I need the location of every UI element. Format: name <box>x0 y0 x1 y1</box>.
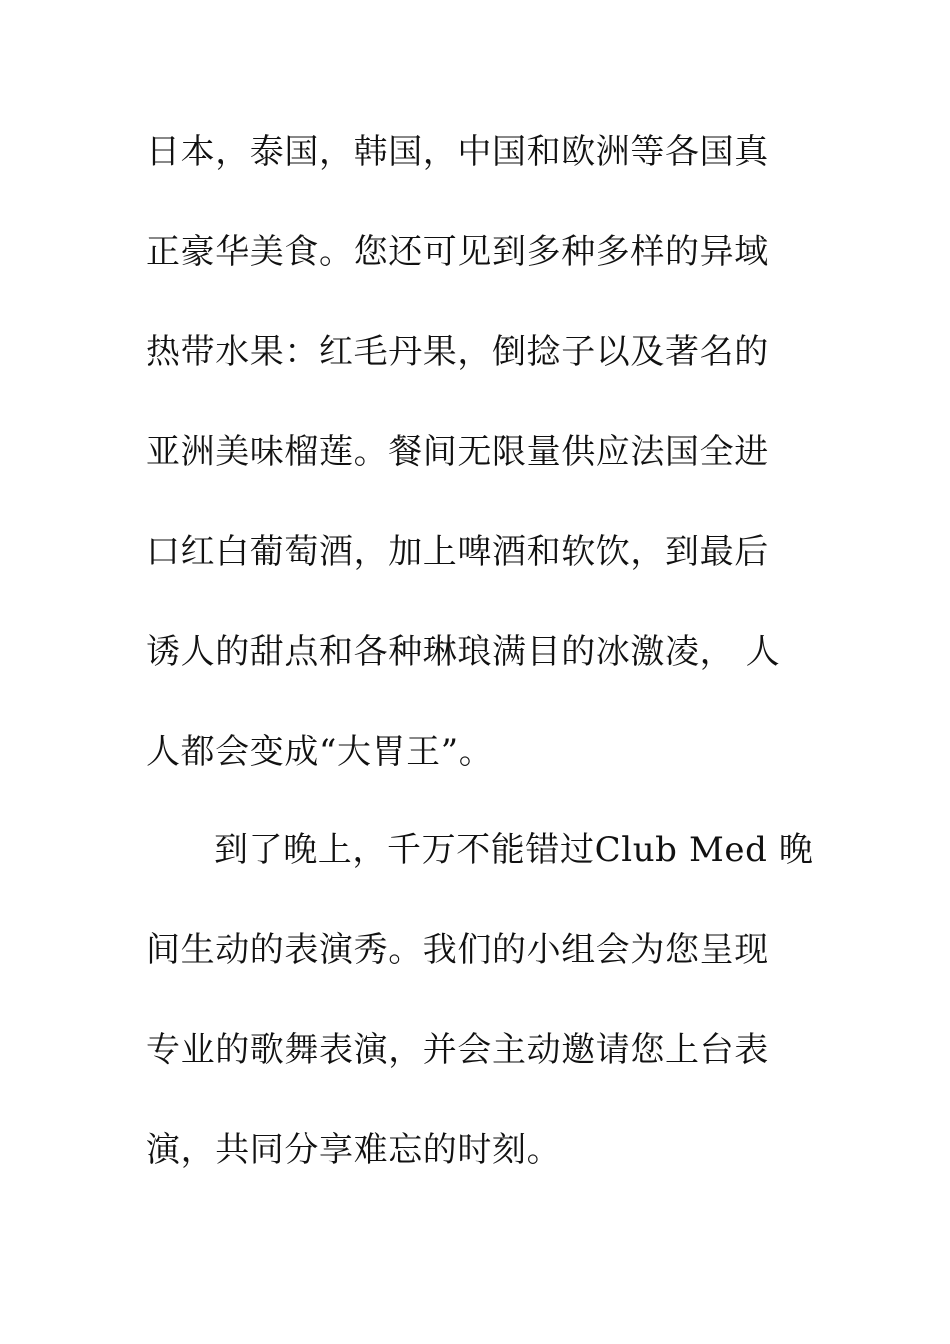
paragraph-2-line-2: 间生动的表演秀。我们的小组会为您呈现 <box>146 930 769 970</box>
paragraph-2-line-4: 演，共同分享难忘的时刻。 <box>146 1130 562 1170</box>
paragraph-1-line-4: 亚洲美味榴莲。餐间无限量供应法国全进 <box>146 432 769 472</box>
paragraph-1-line-3: 热带水果：红毛丹果，倒捻子以及著名的 <box>146 332 769 372</box>
paragraph-1-line-1: 日本，泰国，韩国，中国和欧洲等各国真 <box>146 132 769 172</box>
paragraph-1-line-2: 正豪华美食。您还可见到多种多样的异域 <box>146 232 769 272</box>
paragraph-2-line-1: 到了晚上，千万不能错过Club Med 晚 <box>214 830 814 870</box>
paragraph-2-line-3: 专业的歌舞表演，并会主动邀请您上台表 <box>146 1030 769 1070</box>
paragraph-1-line-5: 口红白葡萄酒，加上啤酒和软饮，到最后 <box>146 532 769 572</box>
paragraph-1-line-7: 人都会变成“大胃王”。 <box>146 732 494 772</box>
paragraph-1-line-6: 诱人的甜点和各种琳琅满目的冰激凌， 人 <box>146 632 781 672</box>
